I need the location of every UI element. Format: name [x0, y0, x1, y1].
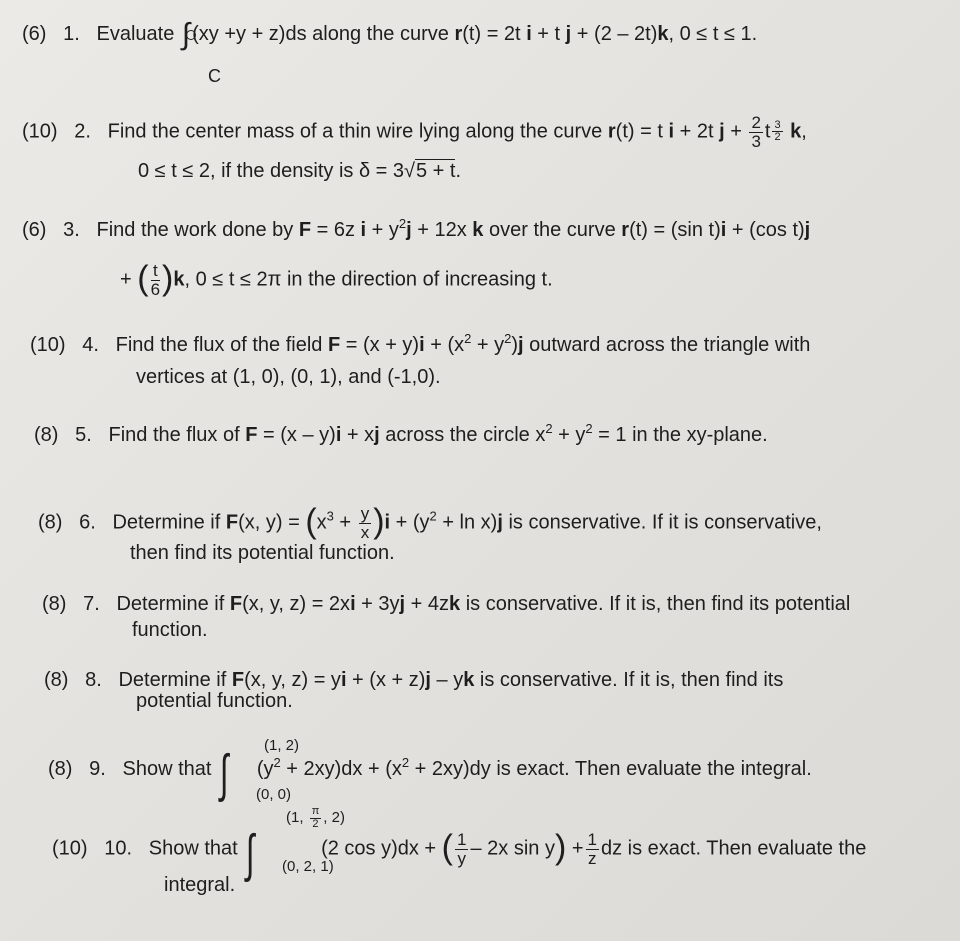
problem-number: 2.: [74, 120, 91, 143]
unit-i: i: [384, 511, 391, 534]
contour-label: C: [208, 66, 221, 86]
problem-text: Find the center mass of a thin wire lying along the curve: [107, 120, 603, 143]
unit-i: i: [668, 120, 675, 143]
problem-points: (10): [52, 837, 88, 860]
problem-text: x: [316, 511, 327, 534]
fraction: [310, 806, 322, 830]
problem-text: t: [764, 120, 771, 143]
problem-text: Find the work done by: [96, 219, 294, 241]
unit-j: j: [497, 511, 503, 534]
fraction-numerator: 1: [587, 830, 597, 849]
problem-text: (xy +y + z)ds along the curve: [192, 23, 449, 45]
problem-text: Determine if: [118, 669, 227, 691]
problem-1: (6) 1. Evaluate ∫ (xy +y + z)ds along the curve r(t) = 2t i + t j + (2 – 2t)k, 0 ≤ t ≤ 1.: [22, 18, 758, 51]
sqrt-symbol: √: [404, 160, 415, 182]
problem-10: (10) 10. Show that ∫ (2 cos y)dx + ( $\frac{1}{y}$ – 2x sin y) + $\frac{1}{z}$ dz is exact. Then evaluate the: [52, 824, 867, 883]
problem-points: (8): [48, 758, 73, 780]
problem-text: +: [333, 511, 352, 534]
vector-f: F: [225, 511, 239, 534]
fraction-denominator: z: [588, 848, 597, 868]
exponent: 2: [398, 216, 407, 231]
problem-text: = 1 in the xy-plane.: [592, 424, 768, 446]
vector-r: r: [454, 23, 463, 45]
problem-8-line-2: potential function.: [136, 690, 293, 712]
exponent: 2: [401, 755, 410, 770]
left-paren: (: [137, 259, 149, 298]
left-paren: (: [305, 502, 317, 541]
problem-text: +: [566, 837, 584, 860]
problem-7-line-2: function.: [132, 619, 208, 641]
problem-text: + y: [471, 334, 505, 356]
problem-text: across the circle x: [379, 424, 546, 446]
integral-upper-limit: [286, 806, 345, 830]
problem-text: – y: [430, 669, 464, 691]
problem-text: (x, y, z) = y: [244, 669, 341, 691]
problem-text: + x: [341, 424, 375, 446]
exponent: 3: [326, 508, 334, 524]
fraction-denominator: y: [457, 848, 466, 868]
problem-text: + (cos t): [726, 219, 805, 241]
fraction-numerator: π: [311, 805, 320, 817]
unit-j: j: [374, 424, 380, 446]
unit-k: k: [790, 120, 802, 143]
unit-j: j: [565, 23, 572, 45]
problem-text: is conservative. If it is, then find its potential: [460, 593, 851, 615]
problem-text: + ln x): [436, 511, 498, 534]
problem-3: [22, 218, 810, 243]
right-paren: ): [162, 259, 174, 298]
problem-number: 10.: [104, 837, 133, 860]
fraction: [151, 262, 160, 299]
problem-4: [30, 333, 810, 358]
fraction-numerator: 2: [751, 113, 761, 132]
problem-text: 0 ≤ t ≤ 2, if the density is δ = 3: [138, 160, 404, 182]
unit-j: j: [518, 334, 524, 356]
unit-j: j: [719, 120, 725, 143]
problem-text: .: [455, 160, 462, 182]
vector-f: F: [245, 424, 258, 446]
problem-text: – 2x sin y: [470, 837, 555, 860]
fraction-numerator: 1: [457, 830, 467, 849]
unit-k: k: [449, 593, 461, 615]
limit-text: , 2): [323, 809, 345, 827]
right-paren: ): [373, 502, 385, 541]
unit-k: k: [472, 219, 484, 241]
unit-j: j: [399, 593, 406, 615]
unit-i: i: [340, 669, 347, 691]
problem-text: = (x + y): [340, 334, 420, 356]
problem-text: + (x + z): [346, 669, 426, 691]
problem-text: (t) = 2t: [462, 23, 521, 45]
vector-r: r: [621, 219, 630, 241]
problem-points: (6): [22, 23, 47, 45]
unit-i: i: [360, 219, 367, 241]
problem-text: + 2t: [674, 120, 714, 143]
problem-text: Determine if: [112, 511, 221, 534]
problem-9: (8) 9. Show that ∫ $(y^2 + 2xy)dx + (x^2 + 2xy)dy$ is exact. Then evaluate the integral.: [48, 745, 812, 803]
fraction-numerator: y: [360, 504, 370, 523]
problem-number: 6.: [79, 511, 96, 534]
problem-text: Show that: [122, 758, 212, 780]
problem-10-line-2: integral.: [164, 874, 236, 896]
problem-text: dz is exact. Then evaluate the: [601, 837, 867, 860]
problem-number: 8.: [85, 669, 102, 691]
problem-points: (8): [34, 424, 59, 446]
problem-text: Determine if: [116, 593, 225, 615]
problem-points: (8): [44, 669, 69, 691]
problem-6: [38, 502, 822, 542]
vector-f: F: [231, 669, 245, 691]
unit-j: j: [804, 219, 811, 241]
exponent: 2: [464, 331, 472, 346]
unit-k: k: [657, 23, 669, 45]
fraction: [359, 505, 372, 542]
exponent-fraction: [772, 120, 782, 144]
fraction-denominator: 3: [751, 131, 761, 151]
fraction-denominator: 2: [774, 131, 781, 144]
problem-number: 4.: [82, 334, 99, 356]
problem-text: +: [724, 120, 742, 143]
limit-text: (1,: [286, 809, 304, 827]
fraction: [455, 831, 468, 868]
problem-text: (2 cos y)dx +: [321, 837, 437, 860]
unit-k: k: [173, 268, 185, 291]
unit-i: i: [419, 334, 425, 356]
problem-text: (t) = (sin t): [629, 219, 721, 241]
problem-text: Find the flux of the field: [115, 334, 323, 356]
problem-text: + (x: [424, 334, 465, 356]
fraction-numerator: 3: [774, 118, 781, 131]
problem-text: +: [120, 268, 132, 291]
problem-text: + 12x: [411, 219, 467, 241]
problem-text: over the curve: [483, 219, 616, 241]
exponent: 2: [429, 508, 437, 524]
problem-text: (y: [256, 758, 274, 780]
problem-points: (6): [22, 219, 47, 241]
unit-i: i: [350, 593, 356, 615]
problem-points: (10): [22, 120, 58, 143]
problem-text: ,: [801, 120, 807, 143]
integral-upper-limit: (1, 2): [264, 737, 300, 754]
vector-f: F: [229, 593, 243, 615]
unit-j: j: [406, 219, 412, 241]
exponent: 2: [273, 755, 281, 770]
problem-3-line-2: [120, 259, 553, 299]
fraction-denominator: 2: [312, 817, 319, 830]
unit-i: i: [526, 23, 532, 45]
vector-f: F: [327, 334, 341, 356]
problem-number: 7.: [83, 593, 100, 615]
problem-text: = 6z: [311, 219, 355, 241]
exponent: 2: [585, 421, 593, 436]
problem-number: 1.: [63, 23, 80, 45]
problem-text: + (2 – 2t): [571, 23, 658, 45]
problem-text: + y: [366, 219, 399, 241]
problem-text: Evaluate: [96, 23, 175, 45]
problem-text: , 0 ≤ t ≤ 1.: [668, 23, 758, 45]
problem-text: is conservative. If it is, then find its: [474, 669, 784, 691]
problem-text: + (y: [390, 511, 430, 534]
problem-2-line-2: [138, 160, 461, 183]
problem-text: (x, y, z) = 2x: [242, 593, 351, 615]
problem-6-line-2: then find its potential function.: [130, 542, 395, 564]
problem-text: (t) = t: [615, 120, 663, 143]
unit-j: j: [425, 669, 431, 691]
problem-text: = (x – y): [257, 424, 336, 446]
exponent: 2: [504, 331, 512, 346]
fraction-denominator: 6: [150, 279, 161, 299]
integral-lower-limit: (0, 2, 1): [282, 858, 334, 875]
problem-number: 3.: [63, 219, 80, 241]
exponent: 2: [545, 421, 553, 436]
fraction-denominator: x: [360, 522, 370, 542]
problem-text: + 2xy)dy is exact. Then evaluate the integral.: [409, 758, 812, 780]
fraction: [586, 831, 599, 868]
problem-points: (8): [42, 593, 67, 615]
problem-text: + t: [531, 23, 561, 45]
problem-number: 9.: [89, 758, 106, 780]
problem-text: + 4z: [405, 593, 450, 615]
problem-text: + 3y: [355, 593, 400, 615]
fraction: [749, 114, 762, 151]
right-paren: ): [554, 828, 567, 867]
problem-text: Show that: [148, 837, 238, 860]
unit-k: k: [463, 669, 475, 691]
problem-text: outward across the triangle with: [523, 334, 811, 356]
problem-text: ): [511, 334, 519, 356]
problem-text: + y: [552, 424, 586, 446]
problem-number: 5.: [75, 424, 92, 446]
left-paren: (: [441, 828, 453, 867]
problem-2: [22, 114, 807, 151]
problem-5: [34, 423, 768, 448]
problem-text: is conservative. If it is conservative,: [502, 511, 822, 534]
problem-points: (10): [30, 334, 66, 356]
fraction-numerator: t: [152, 261, 158, 280]
integral-lower-limit: (0, 0): [256, 786, 292, 803]
sqrt-content: 5 + t: [415, 160, 456, 182]
unit-i: i: [335, 424, 342, 446]
problem-text: (x, y) =: [238, 511, 300, 534]
unit-i: i: [720, 219, 727, 241]
problem-7: [42, 592, 850, 617]
problem-text: , 0 ≤ t ≤ 2π in the direction of increasing t.: [184, 268, 553, 291]
problem-points: (8): [38, 511, 63, 534]
vector-f: F: [298, 219, 312, 241]
problem-text: Find the flux of: [108, 424, 240, 446]
vector-r: r: [607, 120, 616, 143]
problem-4-line-2: vertices at (1, 0), (0, 1), and (-1,0).: [136, 366, 441, 388]
problem-text: + 2xy)dx + (x: [280, 758, 402, 780]
